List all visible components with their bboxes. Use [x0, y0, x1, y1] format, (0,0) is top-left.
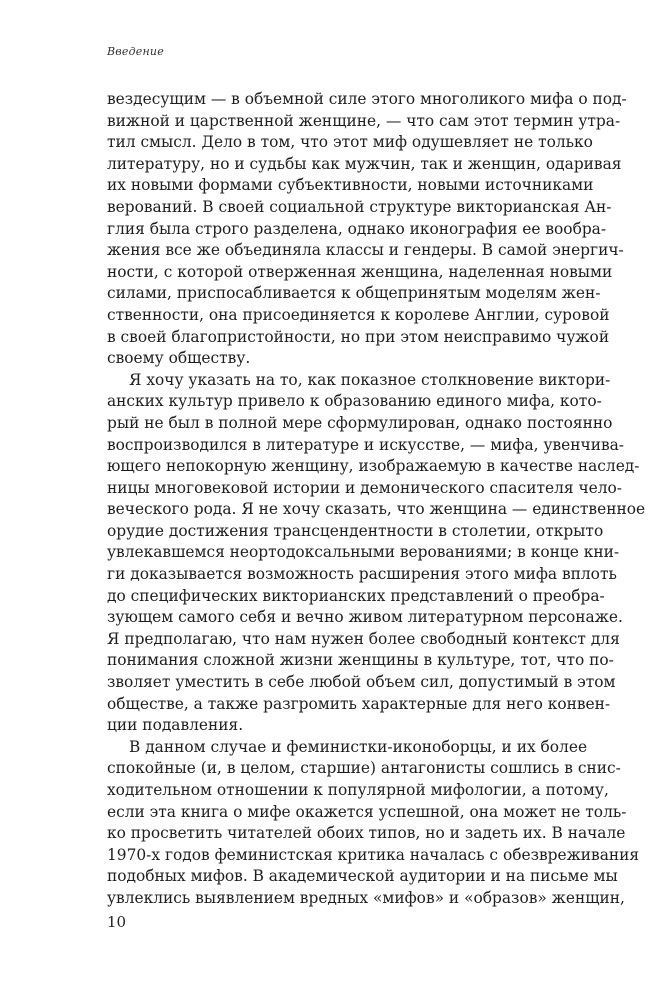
text-line: силами, приспосабливается к общепринятым моделям жен-: [107, 284, 601, 303]
paragraph-2: [107, 370, 646, 737]
text-line: ственности, она присоединяется к королеве Англии, суровой: [107, 305, 610, 324]
text-line: своему обществу.: [107, 349, 251, 368]
text-line: в своей благопристойности, но при этом неисправимо чужой: [107, 327, 610, 346]
page-number: 10: [107, 913, 127, 931]
text-line: тил смысл. Дело в том, что этот миф одушевляет не только: [107, 133, 593, 152]
text-line: ющего непокорную женщину, изображаемую в качестве наслед-: [107, 457, 640, 476]
text-line: до специфических викторианских представлений о преобра-: [107, 586, 605, 605]
text-line: вижной и царственной женщине, — что сам этот термин утра-: [107, 111, 621, 130]
text-line: 1970-х годов феминистская критика началась с обезвреживания: [107, 845, 640, 864]
text-line: анских культур привело к образованию единого мифа, кото-: [107, 392, 602, 411]
text-line: ходительном отношении к популярной мифологии, а потому,: [107, 781, 609, 799]
text-line: если эта книга о мифе окажется успешной, она может не толь-: [107, 802, 627, 821]
text-line: жения все же объединяла классы и гендеры. В самой энергич-: [107, 241, 624, 260]
text-line: их новыми формами субъективности, новыми источниками: [107, 176, 594, 195]
text-line: рый не был в полной мере сформулирован, однако постоянно: [107, 413, 613, 432]
text-line: увлеклись выявлением вредных «мифов» и «образов» женщин,: [107, 888, 625, 907]
text-line: подобных мифов. В академической аудитории и на письме мы: [107, 867, 618, 886]
text-line: увлекавшемся неортодоксальными верованиями; в конце кни-: [107, 543, 620, 562]
text-line: зующем самого себя и вечно живом литературном персонаже.: [107, 608, 623, 627]
text-line: понимания сложной жизни женщины в культуре, тот, что по-: [107, 651, 614, 670]
paragraph-3: [107, 737, 640, 910]
text-line: спокойные (и, в целом, старшие) антагонисты сошлись в снис-: [107, 759, 621, 778]
paragraph-1: [107, 89, 627, 370]
text-line: Я хочу указать на то, как показное столкновение виктори-: [129, 370, 611, 389]
body-text: [107, 89, 646, 910]
text-line: ги доказывается возможность расширения этого мифа вплоть: [107, 565, 617, 584]
text-line: обществе, а также разгромить характерные для него конвен-: [107, 694, 611, 713]
text-line: вездесущим — в объемной силе этого многоликого мифа о под-: [107, 90, 627, 108]
text-line: литературу, но и судьбы как мужчин, так и женщин, одаривая: [107, 154, 622, 173]
text-line: В данном случае и феминистки-иконоборцы, и их более: [129, 737, 588, 756]
text-line: ности, с которой отверженная женщина, наделенная новыми: [107, 262, 613, 281]
text-line: глия была строго разделена, однако иконография ее вообра-: [107, 219, 607, 238]
text-line: ко просветить читателей обоих типов, но и задеть их. В начале: [107, 824, 626, 843]
text-line: ции подавления.: [107, 716, 244, 735]
text-line: Я предполагаю, что нам нужен более свободный контекст для: [107, 629, 620, 648]
text-line: верований. В своей социальной структуре викторианская Ан-: [107, 197, 612, 216]
text-line: воспроизводился в литературе и искусстве, — мифа, увенчива-: [107, 435, 624, 454]
running-head: Введение: [107, 45, 164, 58]
text-line: ницы многовековой истории и демонического спасителя чело-: [107, 478, 622, 497]
text-line: зволяет уместить в себе любой объем сил, допустимый в этом: [107, 673, 616, 692]
text-line: орудие достижения трансцендентности в столетии, открыто: [107, 521, 604, 540]
text-line: веческого рода. Я не хочу сказать, что женщина — единственное: [107, 500, 646, 519]
